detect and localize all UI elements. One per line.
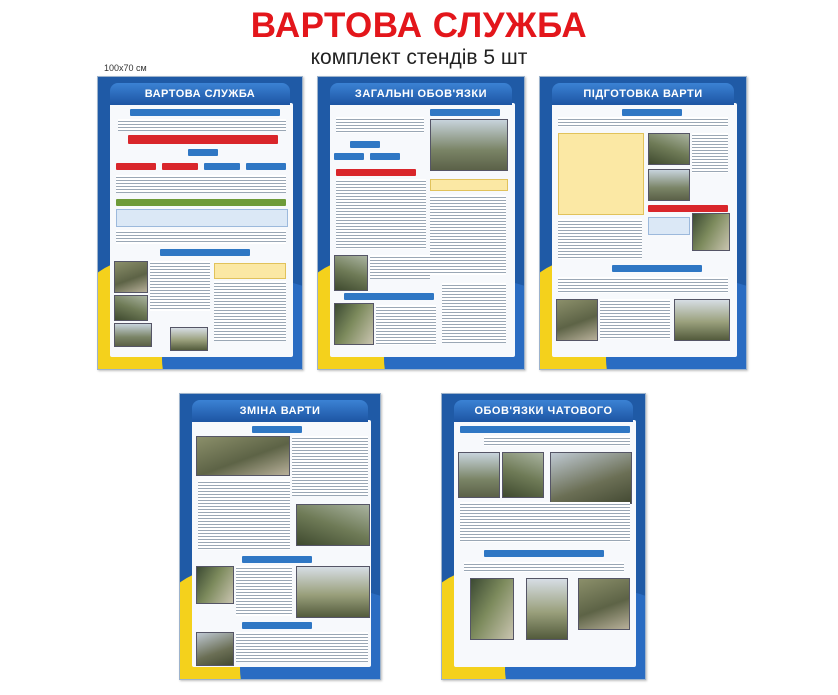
size-label: 100х70 см — [104, 63, 147, 73]
stand-panel — [192, 420, 371, 667]
stand-panel — [552, 103, 737, 357]
stand-title: ЗАГАЛЬНІ ОБОВ'ЯЗКИ — [330, 83, 512, 105]
stand-guard-change — [179, 393, 381, 680]
stand-title: ОБОВ'ЯЗКИ ЧАТОВОГО — [454, 400, 633, 422]
stand-guard-preparation — [539, 76, 747, 370]
stand-sentry-duties — [441, 393, 646, 680]
stand-guard-service — [97, 76, 303, 370]
stand-title: ВАРТОВА СЛУЖБА — [110, 83, 290, 105]
stand-panel — [330, 103, 515, 357]
stand-panel — [454, 420, 636, 667]
stand-title: ЗМІНА ВАРТИ — [192, 400, 368, 422]
stand-panel — [110, 103, 293, 357]
stand-title: ПІДГОТОВКА ВАРТИ — [552, 83, 734, 105]
stand-general-duties — [317, 76, 525, 370]
page-subtitle: комплект стендів 5 шт — [310, 46, 528, 69]
page-title: ВАРТОВА СЛУЖБА — [250, 6, 588, 45]
